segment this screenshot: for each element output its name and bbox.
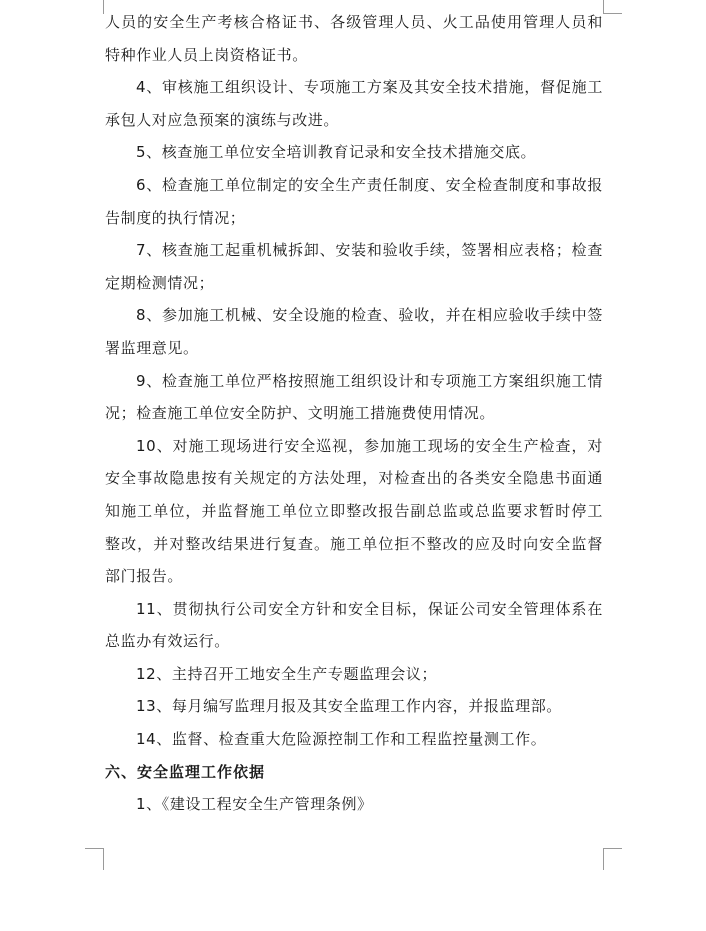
crop-mark-top-right-h <box>604 13 622 14</box>
paragraph-item-8: 8、参加施工机械、安全设施的检查、验收，并在相应验收手续中签署监理意见。 <box>105 306 603 357</box>
paragraph-item-5: 5、核查施工单位安全培训教育记录和安全技术措施交底。 <box>136 143 537 162</box>
paragraph-continued: 人员的安全生产考核合格证书、各级管理人员、火工品使用管理人员和特种作业人员上岗资格证书。 <box>105 13 603 64</box>
paragraph-item-12: 12、主持召开工地安全生产专题监理会议； <box>136 664 438 683</box>
paragraph-item-7: 7、核查施工起重机械拆卸、安装和验收手续，签署相应表格；检查定期检测情况； <box>105 241 603 292</box>
paragraph-item-9: 9、检查施工单位严格按照施工组织设计和专项施工方案组织施工情况；检查施工单位安全防护、文明施工措施费使用情况。 <box>105 371 603 423</box>
paragraph-item-13: 13、每月编写监理月报及其安全监理工作内容，并报监理部。 <box>136 697 562 716</box>
crop-mark-top-right <box>603 0 604 14</box>
crop-mark-top-left <box>103 0 104 14</box>
paragraph-item-4: 4、审核施工组织设计、专项施工方案及其安全技术措施，督促施工承包人对应急预案的演练与改进。 <box>105 78 603 129</box>
paragraph-item-11: 11、贯彻执行公司安全方针和安全目标，保证公司安全管理体系在总监办有效运行。 <box>105 599 603 651</box>
crop-mark-bottom-right-h <box>604 848 622 849</box>
crop-mark-bottom-left <box>103 848 104 870</box>
paragraph-item-6: 6、检查施工单位制定的安全生产责任制度、安全检查制度和事故报告制度的执行情况； <box>105 175 603 227</box>
document-body <box>105 6 603 821</box>
crop-mark-bottom-left-h <box>85 848 103 849</box>
paragraph-item-10: 10、对施工现场进行安全巡视，参加施工现场的安全生产检查，对安全事故隐患按有关规定的方法处理，对检查出的各类安全隐患书面通知施工单位，并监督施工单位立即整改报告副总监或总监要求暂时停工整改，并对整改结果进行复查。施工单位拒不整改的应及时向安全监督部门报告。 <box>105 436 603 586</box>
crop-mark-bottom-right <box>603 848 604 870</box>
section-item-1: 1、《建设工程安全生产管理条例》 <box>136 795 373 814</box>
paragraph-item-14: 14、监督、检查重大危险源控制工作和工程监控量测工作。 <box>136 730 547 749</box>
section-heading: 六、安全监理工作依据 <box>105 762 266 781</box>
